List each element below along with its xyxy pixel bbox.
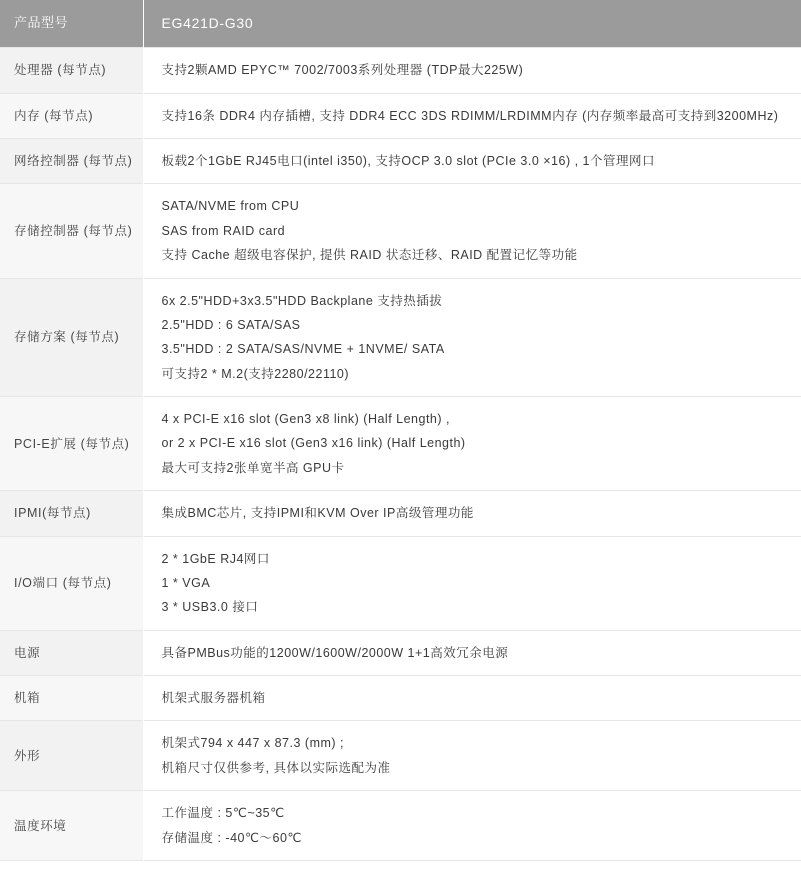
spec-value-line: SAS from RAID card [161, 223, 286, 238]
spec-value-line: 板载2个1GbE RJ45电口(intel i350), 支持OCP 3.0 slot (PCIe 3.0 ×16) , 1个管理网口 [161, 154, 655, 169]
spec-value-line: 机箱尺寸仅供参考, 具体以实际选配为准 [161, 760, 391, 775]
spec-value-cell [143, 491, 801, 536]
spec-value-cell [143, 791, 801, 861]
spec-value-line: SATA/NVME from CPU [161, 199, 300, 214]
spec-value-cell [143, 48, 801, 93]
spec-value-line: 3 * USB3.0 接口 [161, 600, 259, 615]
spec-value-line: 支持2颗AMD EPYC™ 7002/7003系列处理器 (TDP最大225W) [161, 63, 524, 78]
table-row [0, 278, 801, 397]
spec-value-line: 集成BMC芯片, 支持IPMI和KVM Over IP高级管理功能 [161, 506, 474, 521]
spec-label-cell: 存储控制器 (每节点) [0, 184, 143, 278]
table-row [0, 536, 801, 630]
spec-value-line: 工作温度 : 5℃~35℃ [161, 806, 285, 821]
spec-value-line: 2 * 1GbE RJ4网口 [161, 551, 270, 566]
spec-value-line: or 2 x PCI-E x16 slot (Gen3 x16 link) (Half Length) [161, 436, 466, 451]
spec-label-cell: PCI-E扩展 (每节点) [0, 397, 143, 491]
spec-value-cell [143, 630, 801, 675]
spec-value-line: 支持 Cache 超级电容保护, 提供 RAID 状态迁移、RAID 配置记忆等功能 [161, 248, 578, 263]
table-row [0, 139, 801, 184]
table-row [0, 721, 801, 791]
spec-value-line: 最大可支持2张单宽半高 GPU卡 [161, 460, 345, 475]
spec-label-cell: IPMI(每节点) [0, 491, 143, 536]
spec-value-cell [143, 139, 801, 184]
spec-value-cell [143, 184, 801, 278]
spec-value-line: 6x 2.5"HDD+3x3.5"HDD Backplane 支持热插拔 [161, 293, 443, 308]
spec-label-cell: I/O端口 (每节点) [0, 536, 143, 630]
table-row [0, 397, 801, 491]
spec-value-line: 3.5"HDD : 2 SATA/SAS/NVME + 1NVME/ SATA [161, 342, 445, 357]
table-row [0, 791, 801, 861]
table-row [0, 184, 801, 278]
table-row [0, 93, 801, 138]
header-label-cell: 产品型号 [0, 0, 143, 48]
spec-value-line: 存储温度 : -40℃～60℃ [161, 830, 302, 845]
spec-value-cell [143, 397, 801, 491]
table-row [0, 676, 801, 721]
spec-label-cell: 处理器 (每节点) [0, 48, 143, 93]
spec-label-cell: 存储方案 (每节点) [0, 278, 143, 397]
spec-value-cell [143, 721, 801, 791]
header-value-cell: EG421D-G30 [143, 0, 801, 48]
table-row [0, 48, 801, 93]
spec-table-header-row [0, 0, 801, 48]
spec-label-cell: 温度环境 [0, 791, 143, 861]
spec-label-cell: 电源 [0, 630, 143, 675]
spec-label-cell: 机箱 [0, 676, 143, 721]
spec-value-line: 1 * VGA [161, 575, 211, 590]
table-row [0, 491, 801, 536]
spec-label-cell: 内存 (每节点) [0, 93, 143, 138]
spec-value-cell [143, 93, 801, 138]
table-row [0, 630, 801, 675]
spec-value-line: 4 x PCI-E x16 slot (Gen3 x8 link) (Half Length) , [161, 412, 450, 427]
spec-value-line: 2.5"HDD : 6 SATA/SAS [161, 317, 301, 332]
spec-value-line: 可支持2 * M.2(支持2280/22110) [161, 366, 350, 381]
spec-value-line: 机架式服务器机箱 [161, 691, 266, 706]
spec-value-line: 具备PMBus功能的1200W/1600W/2000W 1+1高效冗余电源 [161, 645, 509, 660]
spec-value-line: 支持16条 DDR4 内存插槽, 支持 DDR4 ECC 3DS RDIMM/LRDIMM内存 (内存频率最高可支持到3200MHz) [161, 108, 779, 123]
spec-value-line: 机架式794 x 447 x 87.3 (mm) ; [161, 736, 345, 751]
spec-value-cell [143, 278, 801, 397]
spec-label-cell: 外形 [0, 721, 143, 791]
spec-value-cell [143, 536, 801, 630]
spec-value-cell [143, 676, 801, 721]
spec-label-cell: 网络控制器 (每节点) [0, 139, 143, 184]
